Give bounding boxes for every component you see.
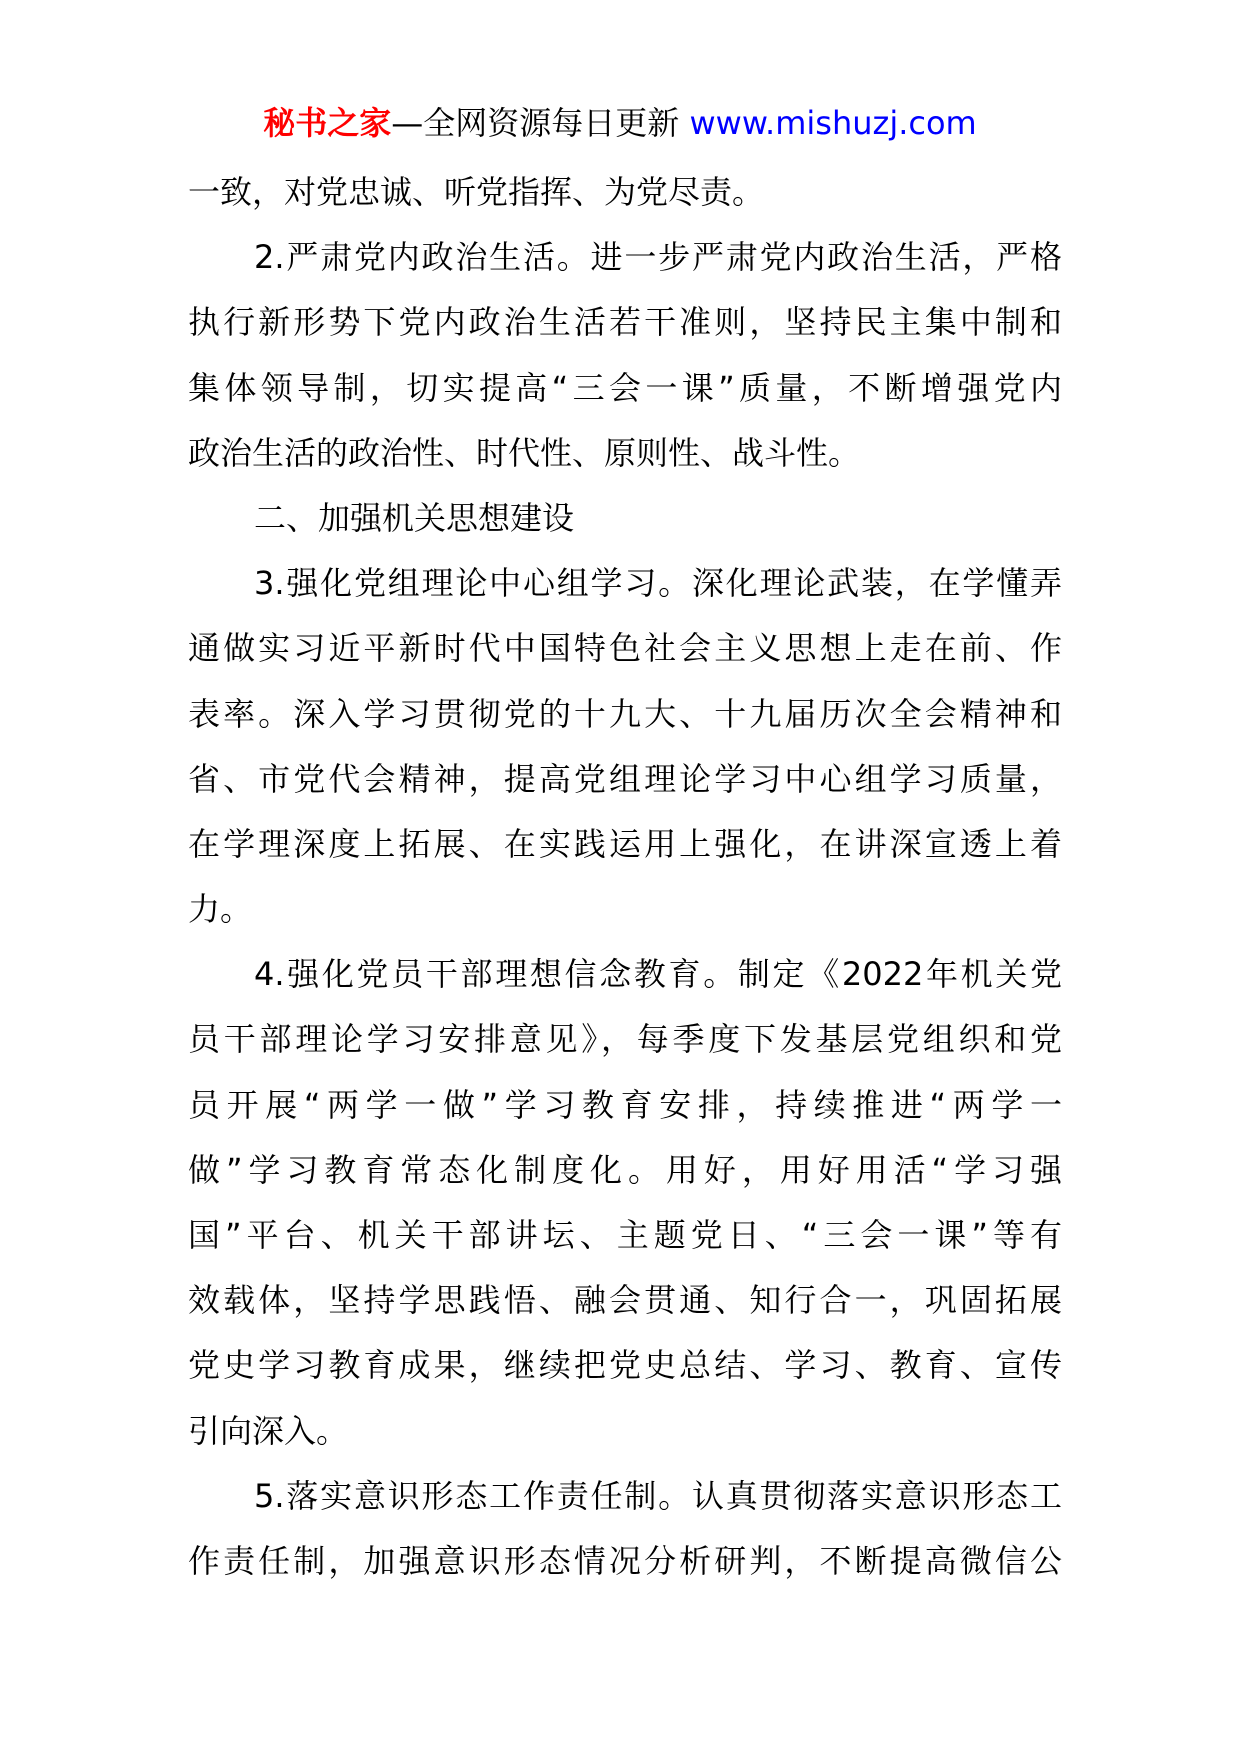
text-line: 3.强化党组理论中心组学习。深化理论武装，在学懂弄 xyxy=(254,564,1062,603)
text-line: 做”学习教育常态化制度化。用好，用好用活“学习强 xyxy=(188,1150,1062,1189)
text-line: 国”平台、机关干部讲坛、主题党日、“三会一课”等有 xyxy=(188,1216,1062,1254)
text-line: 政治生活的政治性、时代性、原则性、战斗性。 xyxy=(188,433,861,472)
site-brand: 秘书之家 xyxy=(263,104,392,142)
site-url-link[interactable]: www.mishuzj.com xyxy=(689,104,977,142)
text-line: 党史学习教育成果，继续把党史总结、学习、教育、宣传 xyxy=(188,1346,1062,1385)
text-line: 力。 xyxy=(188,890,253,929)
section-heading: 二、加强机关思想建设 xyxy=(254,498,575,537)
text-line: 员干部理论学习安排意见》，每季度下发基层党组织和党 xyxy=(188,1020,1062,1059)
site-slogan: —全网资源每日更新 xyxy=(391,104,690,142)
text-line: 在学理深度上拓展、在实践运用上强化，在讲深宣透上着 xyxy=(188,824,1062,863)
text-line: 员开展“两学一做”学习教育安排，持续推进“两学一 xyxy=(188,1085,1062,1124)
text-line: 省、市党代会精神，提高党组理论学习中心组学习质量， xyxy=(188,759,1062,798)
text-line: 5.落实意识形态工作责任制。认真贯彻落实意识形态工 xyxy=(254,1476,1062,1515)
text-line: 集体领导制，切实提高“三会一课”质量，不断增强党内 xyxy=(188,368,1062,407)
text-line: 表率。深入学习贯彻党的十九大、十九届历次全会精神和 xyxy=(188,694,1062,733)
text-line: 通做实习近平新时代中国特色社会主义思想上走在前、作 xyxy=(188,629,1062,668)
text-line: 4.强化党员干部理想信念教育。制定《2022年机关党 xyxy=(254,955,1062,994)
document-body xyxy=(188,160,1062,1594)
text-line: 执行新形势下党内政治生活若干准则，坚持民主集中制和 xyxy=(188,303,1062,342)
site-header xyxy=(0,100,1240,146)
text-line: 一致，对党忠诚、听党指挥、为党尽责。 xyxy=(188,173,765,211)
text-line: 引向深入。 xyxy=(188,1411,349,1450)
text-line: 效载体，坚持学思践悟、融会贯通、知行合一，巩固拓展 xyxy=(188,1281,1062,1320)
text-line: 2.严肃党内政治生活。进一步严肃党内政治生活，严格 xyxy=(254,238,1062,277)
text-line: 作责任制，加强意识形态情况分析研判，不断提高微信公 xyxy=(188,1541,1062,1580)
